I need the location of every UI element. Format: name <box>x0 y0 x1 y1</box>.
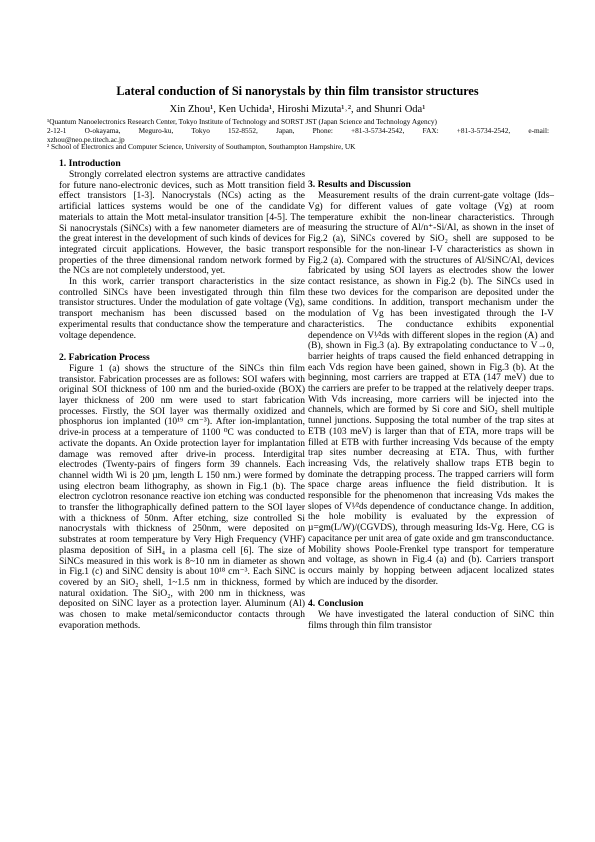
section-heading-results: 3. Results and Discussion <box>308 179 411 191</box>
affiliation-2: ² School of Electronics and Computer Science, University of Southampton, Southampton Hampshire, UK <box>47 142 356 151</box>
author-list: Xin Zhou¹, Ken Uchida¹, Hiroshi Mizuta¹˒², and Shunri Oda¹ <box>169 104 426 115</box>
results-paragraph: Measurement results of the drain current-gate voltage (Ids–Vg) for different values of gate voltage (Vg) at room temperature exhibit the non-linear characteristics. Through measuring the structure of Al/n⁺-Si/Al, as shown in the inset of Fig.2 (a), SiNCs covered by SiO₂ shell are supposed to be responsible for the non-linear I-V characteristics as shown in Fig.2 (a). Compared with the structures of Al/SiNC/Al, devices fabricated by using SOI layers as electrodes show the lower contact resistance, as shown in Fig.2 (b). The SiNCs used in these two devices for the comparison are deposited under the same conditions. In addition, transport mechanism under the modulation of Vg has been investigated through the I-V characteristics. The conductance exhibits exponential dependence on V¹⁄²ds with different slopes in the region (A) and (B), shown in Fig.3 (a). By extrapolating conductance to V→0, barrier heights of traps caused the field enhanced detrapping in each Vds region have been gained, shown in Fig.3 (b). At the beginning, most carriers are trapped at ETA (147 meV) due to the carriers are prefer to be trapped at the relatively deeper traps. With Vds increasing, more carriers will be injected into the channels, which are formed by Si core and SiO₂ shell multiple tunnel junctions. Supposing the total number of the trap sites at ETB (103 meV) is larger than that of ETA, more traps will be filled at ETB with further increasing Vds because of the empty trap sites number decreasing at ETA. Thus, with further increasing Vds, the relatively shallow traps ETB begin to dominate the detrapping process. The trapped carriers will form space charge areas influence the field distribution. It is responsible for the phenomenon that increasing Vds makes the slopes of V¹⁄²ds dependence of conductance change. In addition, the hole mobility is evaluated by the expression of µ=gm(L/W)/(CGVDS), through measuring Ids-Vg. Here, CG is capacitance per unit area of gate oxide and gm transconductance. Mobility shows Poole-Frenkel type transport for temperature and voltage, as shown in Fig.4 (a) and (b). Carriers transport occurs mainly by hopping between adjacent localized states which are induced by the disorder. <box>308 191 554 587</box>
paper-title: Lateral conduction of Si nanorystals by thin film transistor structures <box>116 84 479 98</box>
intro-paragraph-2: In this work, carrier transport characteristics in the size controlled SiNCs have been investigated through thin film transistor structures. Under the modulation of gate voltage (Vg), transport mechanism has been discussed based on the experimental results that conductance show the temperature and voltage dependence. <box>59 277 305 341</box>
affiliation-1: ¹Quantum Nanoelectronics Research Center, Tokyo Institute of Technology and SORST JST (Japan Science and Technology Agency) <box>47 117 437 126</box>
fabrication-paragraph: Figure 1 (a) shows the structure of the SiNCs thin film transistor. Fabrication processes are as follows: SOI wafers with original SOI thickness of 100 nm and the buried-oxide (BOX) layer thickness of 200 nm were used to start fabrication processes. Firstly, the SOI layer was thermally oxidized and phosphorus ion implanted (10¹⁹ cm⁻³). After ion-implantation, drive-in process at a temperature of 1100 ⁰C was conducted to activate the dopants. An Oxide protection layer for implantation damage was removed after drive-in process. Interdigital electrodes (Twenty-pairs of fingers form 39 channels. Each channel width Wi is 20 µm, length L 150 nm.) were formed by using electron beam lithography, as shown in Fig.1 (b). The electron cyclotron resonance reactive ion etching was conducted to transfer the lithographically defined pattern to the SOI layer with a thickness of 50nm. After etching, size controlled Si nanocrystals with thickness of 250nm, were deposited on substrates at room temperature by Very High Frequency (VHF) plasma deposition of SiH₄ in a plasma cell [6]. The size of SiNCs measured in this work is 8~10 nm in diameter as shown in Fig.1 (c) and SiNC density is about 10¹⁸ cm⁻³. Each SiNC is covered by an SiO₂ shell, 1~1.5 nm in thickness, formed by natural oxidation. The SiO₂, with 200 nm in thickness, was deposited on SiNC layer as a protection layer. Aluminum (Al) was chosen to make metal/semiconductor contacts through evaporation methods. <box>59 363 305 631</box>
affiliation-1-email: xzhou@neo.pe.titech.ac.jp <box>47 135 125 144</box>
section-heading-introduction: 1. Introduction <box>59 158 121 169</box>
affiliation-1-address: 2-12-1 O-okayama, Meguro-ku, Tokyo 152-8552, Japan, Phone: +81-3-5734-2542, FAX: +81-3-5734-2542, e-mail: <box>47 126 549 135</box>
section-heading-conclusion: 4. Conclusion <box>308 598 364 610</box>
conclusion-paragraph: We have investigated the lateral conduction of SiNC thin films through thin film transistor <box>308 610 554 631</box>
right-column <box>308 158 554 631</box>
section-heading-fabrication: 2. Fabrication Process <box>59 351 150 363</box>
intro-paragraph-1: Strongly correlated electron systems are attractive candidates for future nano-electronic devices, such as Mott transition field effect transistors [1-3]. Nanocrystals (NCs) acting as the artificial lattices systems would be one of the candidate materials to attain the Mott metal-insulator transition [4-5]. The Si nanocrystals (SiNCs) with a few nanometer diameters are of the great interest in the development of such kinds of devices for integrated circuit applications. However, the basic transport properties of the three dimensional random network formed by the NCs are not completely understood, yet. <box>59 170 305 277</box>
left-column <box>59 158 305 632</box>
